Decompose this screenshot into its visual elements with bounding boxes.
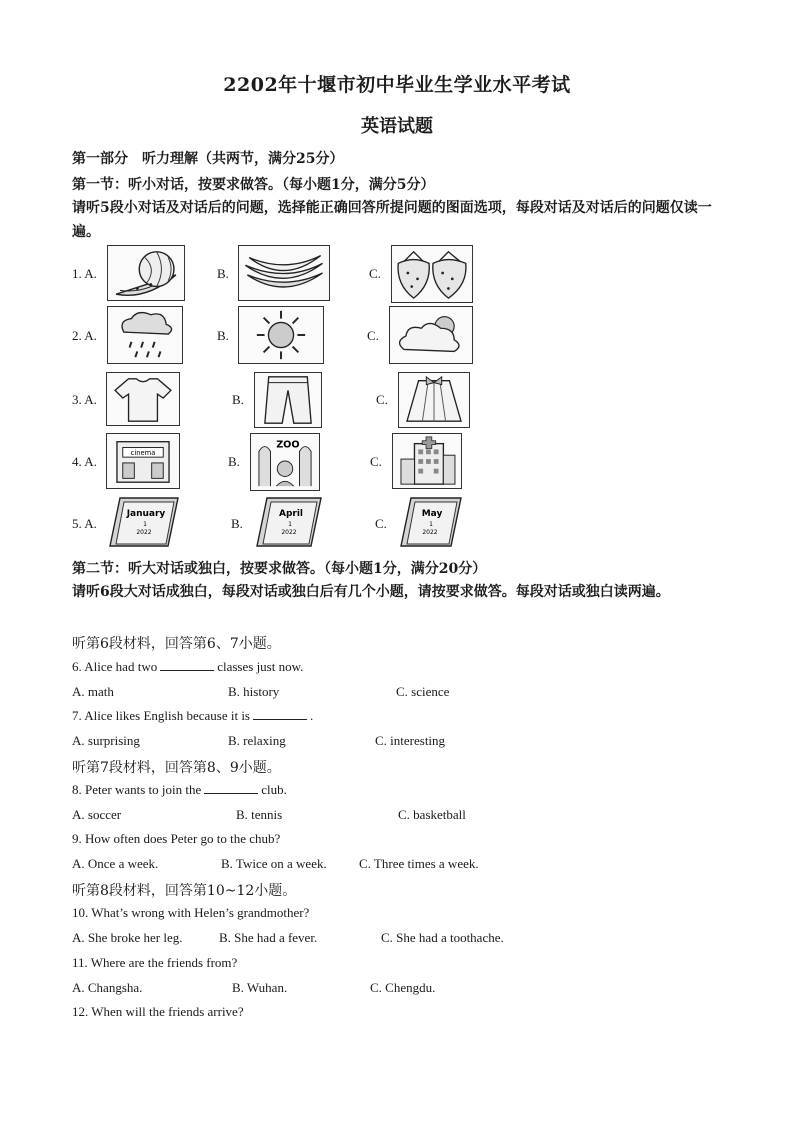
q6-option-a[interactable]: A. math (72, 684, 114, 699)
cinema-icon[interactable] (106, 433, 180, 489)
exam-subtitle: 英语试题 (361, 116, 433, 137)
q11-option-a[interactable]: A. Changsha. (72, 980, 143, 995)
section1-heading: 第一节：听小对话，按要求做答。（每小题1分，满分5分） (72, 177, 435, 193)
q5-a-label: 5. A. (72, 516, 97, 531)
material6-instruction: 听第6段材料，回答第6、7小题。 (72, 636, 281, 652)
q3-b-label: B. (232, 392, 244, 407)
q9-stem: 9. How often does Peter go to the chub? (72, 831, 281, 846)
q7-stem (72, 708, 313, 724)
zoo-sign: ZOO (276, 439, 300, 451)
q9-option-a[interactable]: A. Once a week. (72, 856, 159, 871)
exam-title: 2202年十堰市初中毕业生学业水平考试 (223, 74, 571, 96)
q7-option-a[interactable]: A. surprising (72, 733, 140, 748)
calendar-day: 1 (143, 521, 147, 528)
q10-option-a[interactable]: A. She broke her leg. (72, 930, 183, 945)
q7-stem-post: . (310, 708, 314, 723)
q8-option-a[interactable]: A. soccer (72, 807, 122, 822)
q6-stem (72, 659, 303, 675)
q5-b-label: B. (231, 516, 243, 531)
cinema-sign: cinema (130, 449, 156, 458)
q10-stem: 10. What’s wrong with Helen’s grandmother? (72, 905, 310, 920)
q10-option-c[interactable]: C. She had a toothache. (381, 930, 504, 945)
q11-stem: 11. Where are the friends from? (72, 955, 238, 970)
q11-option-b[interactable]: B. Wuhan. (232, 980, 288, 995)
q2-a-label: 2. A. (72, 328, 97, 343)
banana-icon[interactable] (238, 245, 330, 301)
q8-stem-post: club. (261, 782, 287, 797)
q12-stem: 12. When will the friends arrive? (72, 1004, 244, 1019)
hospital-icon[interactable] (392, 433, 462, 489)
q1-a-label: 1. A. (72, 266, 97, 281)
q11-option-c[interactable]: C. Chengdu. (370, 980, 436, 995)
q7-blank (253, 709, 307, 720)
calendar-april-icon[interactable] (253, 494, 325, 552)
section2-heading: 第二节：听大对话或独白，按要求做答。（每小题1分，满分20分） (72, 561, 487, 577)
q1-b-label: B. (217, 266, 229, 281)
q2-c-label: C. (367, 328, 379, 343)
q3-a-label: 3. A. (72, 392, 97, 407)
calendar-day: 1 (288, 521, 292, 528)
q8-stem (72, 782, 287, 798)
watermelon-icon[interactable] (107, 245, 185, 301)
q6-option-b[interactable]: B. history (228, 684, 280, 699)
strawberry-icon[interactable] (391, 245, 473, 303)
q6-stem-pre: 6. Alice had two (72, 659, 158, 674)
q4-c-label: C. (370, 454, 382, 469)
calendar-january-icon[interactable] (106, 494, 182, 552)
q1-c-label: C. (369, 266, 381, 281)
calendar-month: April (278, 509, 304, 519)
q7-option-b[interactable]: B. relaxing (228, 733, 286, 748)
q5-c-label: C. (375, 516, 387, 531)
q8-blank (204, 783, 258, 794)
q2-b-label: B. (217, 328, 229, 343)
q7-stem-pre: 7. Alice likes English because it is (72, 708, 250, 723)
section2-instruction: 请听6段大对话成独白，每段对话或独白后有几个小题，请按要求做答。每段对话或独白读两遍。 (72, 584, 670, 600)
q8-stem-pre: 8. Peter wants to join the (72, 782, 202, 797)
sun-icon[interactable] (238, 306, 324, 364)
q6-option-c[interactable]: C. science (396, 684, 450, 699)
q8-option-c[interactable]: C. basketball (398, 807, 466, 822)
calendar-day: 1 (429, 521, 433, 528)
calendar-year: 2022 (422, 529, 438, 536)
q4-b-label: B. (228, 454, 240, 469)
rain-icon[interactable] (107, 306, 183, 364)
calendar-year: 2022 (281, 529, 297, 536)
q9-option-c[interactable]: C. Three times a week. (359, 856, 479, 871)
material8-instruction: 听第8段材料，回答第10~12小题。 (72, 883, 297, 899)
q7-option-c[interactable]: C. interesting (375, 733, 446, 748)
q10-option-b[interactable]: B. She had a fever. (219, 930, 318, 945)
calendar-year: 2022 (136, 529, 152, 536)
q3-c-label: C. (376, 392, 388, 407)
q4-a-label: 4. A. (72, 454, 97, 469)
q6-stem-post: classes just now. (217, 659, 304, 674)
pants-icon[interactable] (254, 372, 322, 428)
calendar-may-icon[interactable] (397, 494, 465, 552)
part1-heading: 第一部分 听力理解（共两节，满分25分） (72, 151, 344, 167)
section1-instruction: 请听5段小对话及对话后的问题，选择能正确回答所提问题的图面选项，每段对话及对话后的问题仅读一遍。 (72, 200, 712, 240)
q8-option-b[interactable]: B. tennis (236, 807, 283, 822)
q9-option-b[interactable]: B. Twice on a week. (221, 856, 327, 871)
q6-blank (160, 660, 214, 671)
zoo-icon[interactable] (250, 433, 320, 491)
calendar-month: January (126, 509, 166, 519)
tshirt-icon[interactable] (106, 372, 180, 426)
cloudy-icon[interactable] (389, 306, 473, 364)
calendar-month: May (421, 509, 443, 519)
skirt-icon[interactable] (398, 372, 470, 428)
material7-instruction: 听第7段材料，回答第8、9小题。 (72, 760, 281, 776)
